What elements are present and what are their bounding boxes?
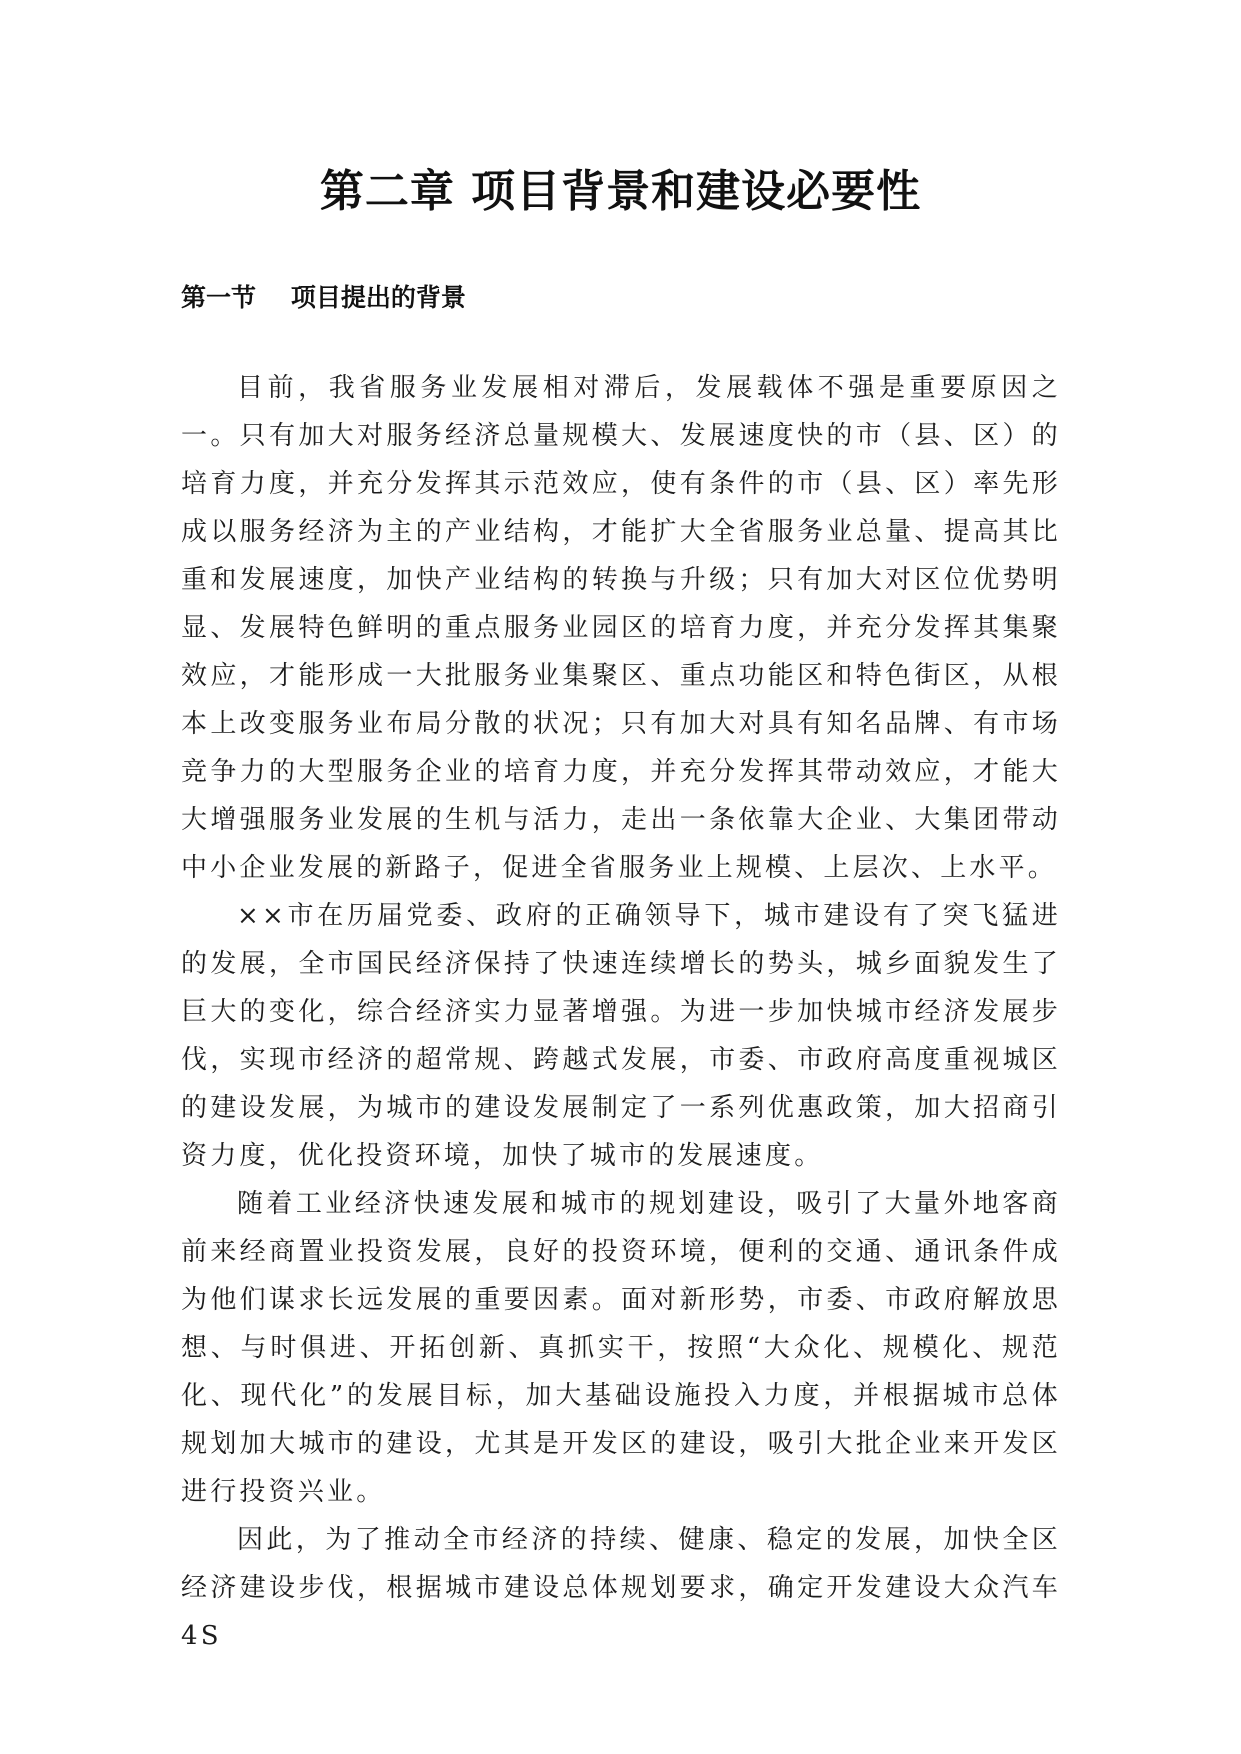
paragraph-2: ××市在历届党委、政府的正确领导下，城市建设有了突飞猛进的发展，全市国民经济保持了快速连续增长的势头，城乡面貌发生了巨大的变化，综合经济实力显著增强。为进一步加快城市经济发展步伐，实现市经济的超常规、跨越式发展，市委、市政府高度重视城区的建设发展，为城市的建设发展制定了一系列优惠政策，加大招商引资力度，优化投资环境，加快了城市的发展速度。 — [181, 901, 1061, 1171]
chapter-title: 第二章 项目背景和建设必要性 — [319, 166, 922, 217]
paragraph-3: 随着工业经济快速发展和城市的规划建设，吸引了大量外地客商前来经商置业投资发展，良好的投资环境，便利的交通、通讯条件成为他们谋求长远发展的重要因素。面对新形势，市委、市政府解放思想、与时俱进、开拓创新、真抓实干，按照“大众化、规模化、规范化、现代化”的发展目标，加大基础设施投入力度，并根据城市总体规划加大城市的建设，尤其是开发区的建设，吸引大批企业来开发区进行投资兴业。 — [181, 1189, 1061, 1507]
body-text — [181, 364, 1061, 1660]
section-heading: 第一节 项目提出的背景 — [181, 283, 466, 312]
paragraph-4: 因此，为了推动全市经济的持续、健康、稳定的发展，加快全区经济建设步伐，根据城市建设总体规划要求，确定开发建设大众汽车 4S — [181, 1525, 1061, 1651]
paragraph-1: 目前，我省服务业发展相对滞后，发展载体不强是重要原因之一。只有加大对服务经济总量规模大、发展速度快的市（县、区）的培育力度，并充分发挥其示范效应，使有条件的市（县、区）率先形成以服务经济为主的产业结构，才能扩大全省服务业总量、提高其比重和发展速度，加快产业结构的转换与升级；只有加大对区位优势明显、发展特色鲜明的重点服务业园区的培育力度，并充分发挥其集聚效应，才能形成一大批服务业集聚区、重点功能区和特色街区，从根本上改变服务业布局分散的状况；只有加大对具有知名品牌、有市场竞争力的大型服务企业的培育力度，并充分发挥其带动效应，才能大大增强服务业发展的生机与活力，走出一条依靠大企业、大集团带动中小企业发展的新路子，促进全省服务业上规模、上层次、上水平。 — [181, 373, 1061, 883]
